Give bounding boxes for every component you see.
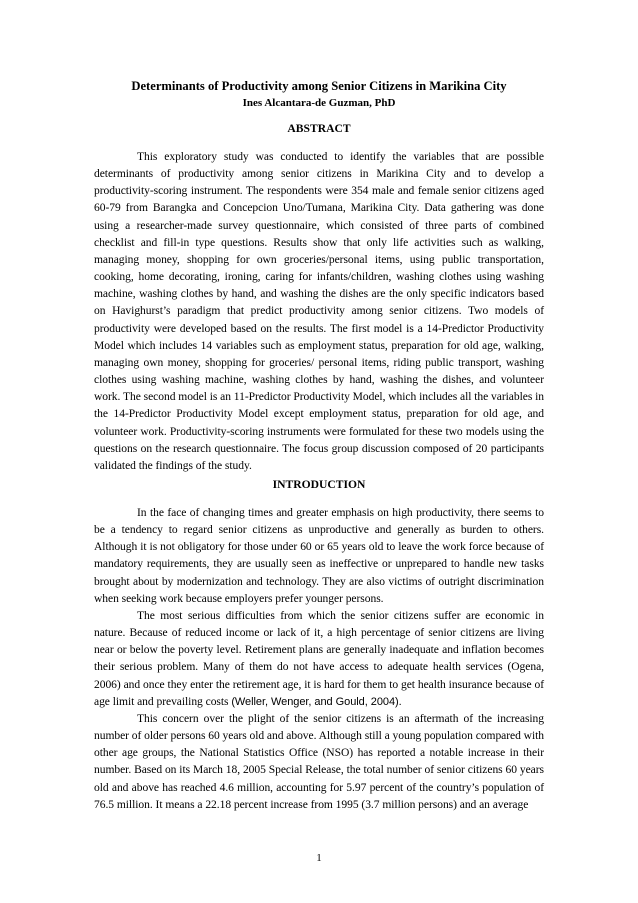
introduction-paragraph-3: This concern over the plight of the senior citizens is an aftermath of the increasing number of older persons 60 years old and above. Although still a young population compared with other age groups, the National Statistics Office (NSO) has reported a notable increase in their number. Based on its March 18, 2005 Special Release, the total number of senior citizens 60 years old and above has reached 4.6 million, accounting for 5.97 percent of the country’s population of 76.5 million. It means a 22.18 percent increase from 1995 (3.7 million persons) and an average (94, 712, 544, 811)
introduction-section (94, 505, 544, 814)
abstract-heading: ABSTRACT (287, 122, 351, 135)
abstract-paragraph: This exploratory study was conducted to identify the variables that are possible determinants of productivity among senior citizens in Marikina City and to develop a productivity-scoring instrument. The respondents were 354 male and female senior citizens aged 60-79 from Barangka and Concepcion Uno/Tumana, Marikina City. Data gathering was done using a researcher-made survey questionnaire, which consisted of three parts of combined checklist and fill-in type questions. Results show that only life activities such as walking, managing money, shopping for own groceries/personal items, using public transportation, cooking, home decorating, ironing, caring for infants/children, washing clothes using washing machine, washing clothes by hand, and washing the dishes are the only specific indicators based on Havighurst’s paradigm that predict productivity among senior citizens. Two models of productivity were developed based on the results. The first model is a 14-Predictor Productivity Model which includes 14 variables such as employment status, preparation for old age, walking, managing own money, shopping for groceries/ personal items, riding public transport, washing clothes using washing machine, washing clothes by hand, washing the dishes, and volunteer work. The second model is an 11-Predictor Productivity Model, which includes all the variables in the 14-Predictor Productivity Model except employment status, preparation for old age, and volunteer work. Productivity-scoring instruments were formulated for these two models using the questions on the research questionnaire. The focus group discussion composed of 20 participants validated the findings of the study. (94, 151, 544, 472)
paper-author: Ines Alcantara-de Guzman, PhD (242, 97, 396, 109)
page-number: 1 (316, 852, 322, 864)
paper-title: Determinants of Productivity among Senior Citizens in Marikina City (131, 79, 507, 93)
introduction-paragraph-2-text: The most serious difficulties from which the senior citizens suffer are economic in nature. Because of reduced income or lack of it, a high percentage of senior citizens are living near or below the poverty level. Retirement plans are generally inadequate and inflation becomes their serious problem. Many of them do not have access to adequate health services (Ogena, 2006) and once they enter the retirement age, it is hard for them to get health insurance because of age limit and prevailing costs (94, 609, 544, 708)
introduction-paragraph-2 (94, 608, 544, 711)
abstract-section (94, 149, 544, 475)
citation-weller-wenger-gould: (Weller, Wenger, and Gould, 2004). (231, 695, 402, 708)
introduction-paragraph-1: In the face of changing times and greater emphasis on high productivity, there seems to be a tendency to regard senior citizens as unproductive and generally as burden to others. Although it is not obligatory for those under 60 or 65 years old to leave the work force because of mandatory requirements, they are usually seen as ineffective or unprepared to handle new tasks brought about by modernization and technology. They are also victims of outright discrimination when seeking work because employers prefer younger persons. (94, 507, 544, 605)
introduction-heading: INTRODUCTION (272, 478, 366, 491)
